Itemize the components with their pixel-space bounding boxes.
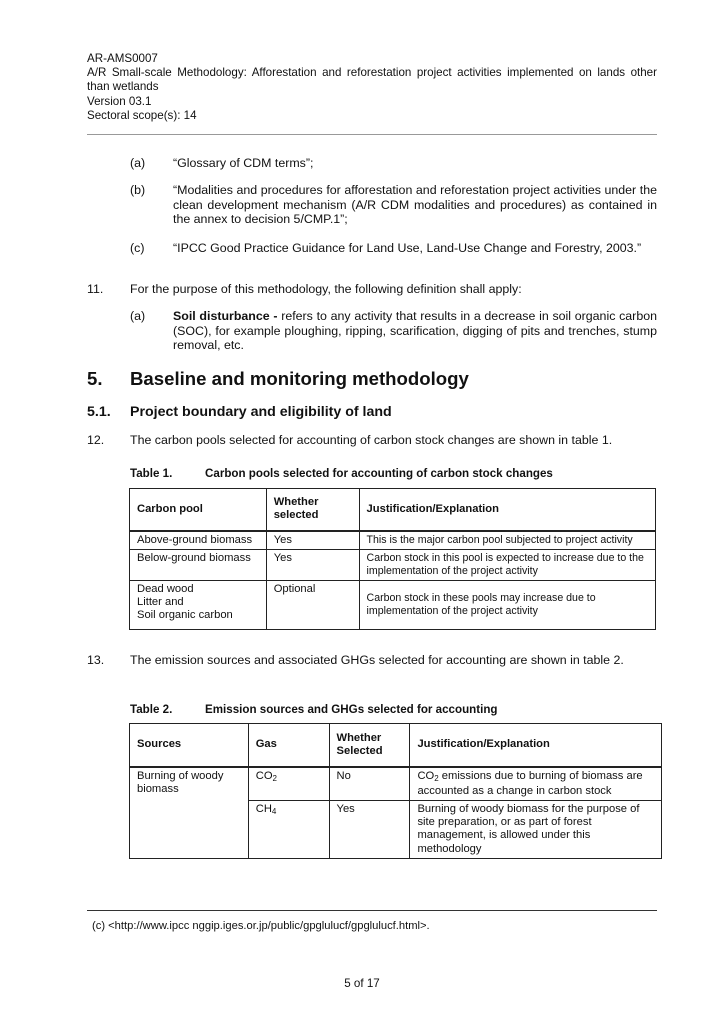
table-cell: Carbon stock in these pools may increase due to implementation of the project activity [359, 580, 655, 629]
section-5-number: 5. [87, 368, 103, 389]
table-cell: Below-ground biomass [130, 549, 267, 580]
para-13-text: The emission sources and associated GHGs selected for accounting are shown in table 2. [130, 653, 624, 667]
table-cell: Carbon stock in this pool is expected to increase due to the implementation of the project activity [359, 549, 655, 580]
table-header-cell: Justification/Explanation [410, 724, 662, 767]
table-cell: Above-ground biomass [130, 531, 267, 550]
emission-sources-table [129, 723, 662, 859]
para-11-number: 11. [87, 282, 104, 296]
table-cell: This is the major carbon pool subjected to project activity [359, 531, 655, 550]
table-cell-gas: $CH_4$ [248, 800, 329, 858]
list-text-b: “Modalities and procedures for afforestation and reforestation project activities under the clean development mechanism (A/R CDM modalities and procedures) as contained in the annex to decision 5/CMP.1”; [173, 183, 657, 226]
definition-text: refers to any activity that results in a decrease in soil organic carbon (SOC), for example ploughing, ripping, scarification, digging of pits and trenches, stump removal, etc. [173, 309, 657, 352]
para-12-text: The carbon pools selected for accounting of carbon stock changes are shown in table 1. [130, 433, 613, 447]
table-header-cell: Gas [248, 724, 329, 767]
table-2-label: Table 2. [130, 703, 173, 716]
section-5-1-title: Project boundary and eligibility of land [130, 404, 392, 420]
doc-version: Version 03.1 [87, 94, 152, 108]
table-header-row [130, 724, 662, 767]
pool-litter: Litter and [137, 595, 184, 608]
doc-code: AR-AMS0007 [87, 52, 158, 65]
para-13-number: 13. [87, 653, 105, 667]
header-divider [87, 134, 657, 135]
table-cell: Optional [266, 580, 359, 629]
para-11-text: For the purpose of this methodology, the following definition shall apply: [130, 282, 522, 296]
table-cell: Burning of woody biomass for the purpose of site preparation, or as part of forest management, is allowed under this methodology [410, 800, 662, 858]
carbon-pools-table [129, 488, 656, 630]
table-row [130, 767, 662, 801]
pool-soc: Soil organic carbon [137, 609, 233, 622]
list-text-c: “IPCC Good Practice Guidance for Land Use, Land-Use Change and Forestry, 2003.” [173, 241, 642, 255]
page-number: 5 of 17 [344, 977, 380, 990]
para-11-label-a: (a) [130, 309, 146, 323]
table-header-cell: Carbon pool [130, 489, 267, 531]
table-1-caption: Carbon pools selected for accounting of carbon stock changes [205, 467, 553, 480]
list-text-a: “Glossary of CDM terms”; [173, 156, 314, 170]
table-header-cell: Justification/Explanation [359, 489, 655, 531]
section-5-title: Baseline and monitoring methodology [130, 368, 469, 389]
table-cell: $CO_2$ emissions due to burning of biomass are accounted as a change in carbon stock [410, 767, 662, 801]
section-5-1-number: 5.1. [87, 404, 111, 420]
table-row [130, 531, 656, 550]
soil-disturbance-definition [173, 309, 657, 353]
para-12-number: 12. [87, 433, 105, 447]
table-header-cell: Whether selected [266, 489, 359, 531]
list-label-c: (c) [130, 241, 145, 255]
footnote-divider [87, 910, 657, 911]
doc-title: A/R Small-scale Methodology: Afforestation and reforestation project activities implemented on lands other than wetlands [87, 66, 657, 94]
table-2-caption: Emission sources and GHGs selected for accounting [205, 703, 498, 716]
table-row [130, 549, 656, 580]
table-header-cell: Sources [130, 724, 249, 767]
table-row [130, 580, 656, 629]
table-cell: Yes [266, 531, 359, 550]
definition-term: Soil disturbance - [173, 309, 278, 323]
doc-scope: Sectoral scope(s): 14 [87, 108, 197, 122]
table-cell-gas: $CO_2$ [248, 767, 329, 801]
pool-dead-wood: Dead wood [137, 582, 194, 595]
table-cell: Yes [266, 549, 359, 580]
table-cell [130, 580, 267, 629]
document-header [87, 52, 657, 123]
table-cell: Yes [329, 800, 410, 858]
table-header-cell: Whether Selected [329, 724, 410, 767]
table-cell-source: Burning of woody biomass [130, 767, 249, 859]
list-label-b: (b) [130, 183, 146, 197]
table-1-label: Table 1. [130, 467, 173, 480]
footnote: (c) <http://www.ipcc nggip.iges.or.jp/public/gpglulucf/gpglulucf.html>. [92, 920, 430, 932]
table-cell: No [329, 767, 410, 801]
table-header-row [130, 489, 656, 531]
list-label-a: (a) [130, 156, 146, 170]
